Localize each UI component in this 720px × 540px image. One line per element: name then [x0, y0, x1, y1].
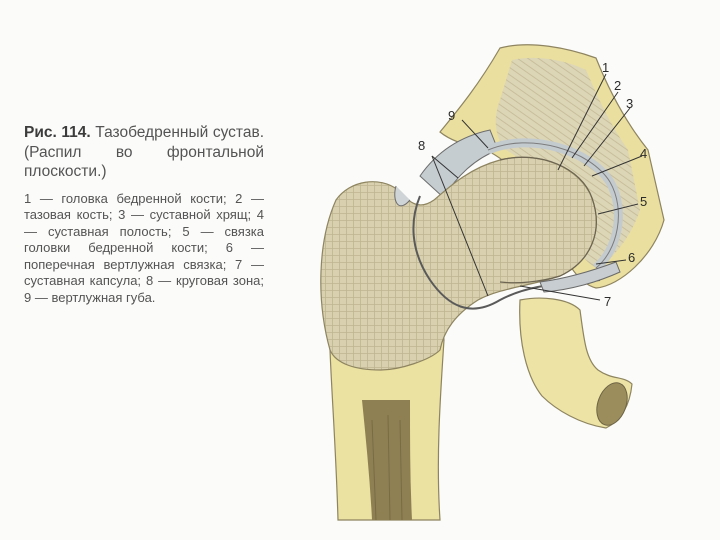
label-3: 3	[626, 96, 634, 111]
label-7: 7	[604, 294, 612, 309]
label-9: 9	[448, 108, 456, 123]
label-8: 8	[418, 138, 426, 153]
label-5: 5	[640, 194, 648, 209]
label-4: 4	[640, 146, 648, 161]
figure-title: Тазобедренный сустав. (Распил во фронтальной плоскости.)	[24, 124, 264, 180]
label-6: 6	[628, 250, 636, 265]
figure-legend: 1 — головка бедренной кости; 2 — тазовая кость; 3 — суставной хрящ; 4 — суставная полость; 5 — связка головки бедренной кости; 6 — поперечная вертлужная связка; 7 — суставная капсула; 8 — круговая зона; 9 — вертлужная губа.	[24, 190, 264, 306]
label-2: 2	[614, 78, 622, 93]
label-1: 1	[602, 60, 610, 75]
figure-number: Рис. 114.	[24, 124, 91, 141]
